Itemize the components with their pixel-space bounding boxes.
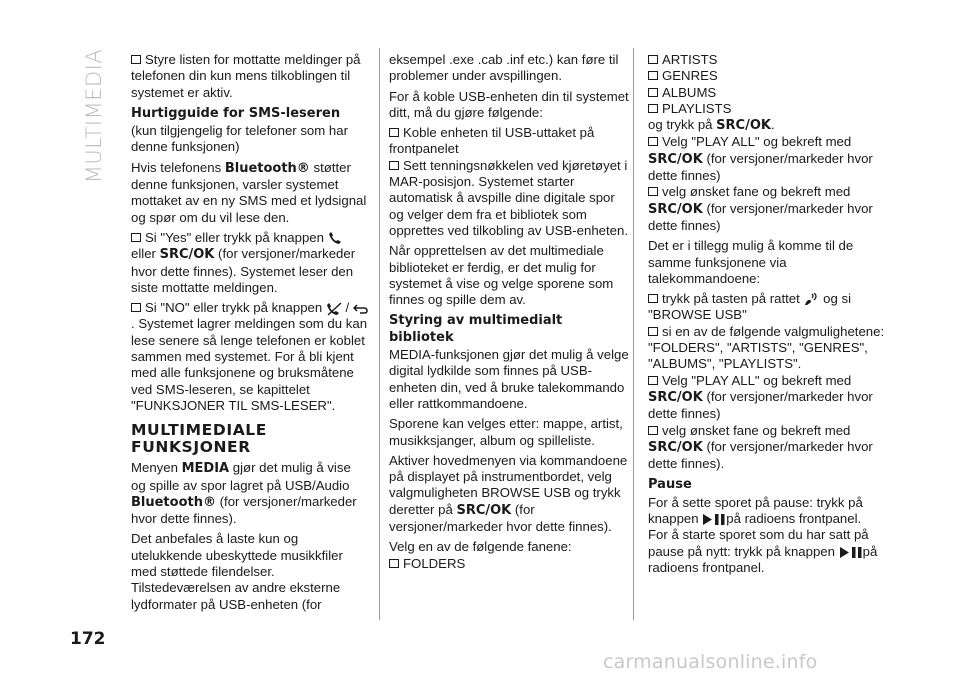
paragraph: MEDIA-funksjonen gjør det mulig å velge digital lydkilde som finnes på USB-enheten din, ved å bruke talekommando eller rattkommandoene. — [389, 347, 629, 411]
back-arrow-icon — [353, 303, 369, 315]
heading-quick-guide: Hurtigguide for SMS-leseren — [131, 105, 341, 121]
phone-hangup-icon — [326, 302, 342, 316]
checkbox-icon — [648, 88, 658, 97]
bullet: Si "NO" eller trykk på knappen / . Systemet lagrer meldingen som du kan lese senere så lenge telefonen er koblet sammen med systemet. For å bli kjent med alle funksjonene og bruksmåtene ved SMS-leseren, se kapittelet "FUNKSJONER TIL SMS-LESER". — [131, 300, 368, 413]
checkbox-icon — [648, 327, 658, 336]
checkbox-icon — [648, 55, 658, 64]
column-2 — [389, 52, 629, 572]
checkbox-icon — [389, 128, 399, 137]
footer-watermark: carmanualsonline.info — [603, 651, 818, 673]
checkbox-icon — [648, 137, 658, 146]
voice-command-icon — [803, 293, 819, 307]
paragraph: Det er i tillegg mulig å komme til de samme funksjonene via talekommandoene: — [648, 238, 854, 286]
bullet: GENRES — [648, 68, 893, 84]
paragraph: Menyen MEDIA gjør det mulig å vise og spille av spor lagret på USB/Audio Bluetooth® (for versjoner/markeder hvor dette finnes). — [131, 460, 357, 527]
bullet: Sett tenningsnøkkelen ved kjøretøyet i MAR-posisjon. Systemet starter automatisk å avspille dine digitale spor og velger dem fra et bibliotek som opprettes ved tilkobling av USB-enheten. — [389, 157, 628, 238]
bullet: trykk på tasten på rattet og si "BROWSE USB" — [648, 291, 852, 323]
bullet: velg ønsket fane og bekreft med SRC/OK (for versjoner/markeder hvor dette finnes) — [648, 184, 873, 233]
checkbox-icon — [648, 71, 658, 80]
bullet: velg ønsket fane og bekreft med SRC/OK (for versjoner/markeder hvor dette finnes). — [648, 422, 873, 472]
checkbox-icon — [648, 187, 658, 196]
bullet: Styre listen for mottatte meldinger på telefonen din kun mens tilkoblingen til systemet er aktiv. — [131, 52, 361, 100]
page-number: 172 — [70, 629, 106, 649]
heading-multimedia-functions: MULTIMEDIALE FUNKSJONER — [131, 421, 267, 457]
paragraph: For å koble USB-enheten din til systemet ditt, må du gjøre følgende: — [389, 88, 629, 120]
paragraph: (kun tilgjengelig for telefoner som har denne funksjonen) — [131, 123, 348, 155]
paragraph: For å starte sporet som du har satt på pause på nytt: trykk på knappen på radioens frontpanel. — [648, 527, 878, 575]
bullet: Velg "PLAY ALL" og bekreft med SRC/OK (for versjoner/markeder hvor dette finnes) — [648, 372, 873, 422]
phone-icon — [328, 231, 342, 245]
bullet: ARTISTS — [648, 52, 893, 68]
heading-pause: Pause — [648, 477, 692, 493]
checkbox-icon — [131, 55, 141, 64]
checkbox-icon — [648, 426, 658, 435]
bullet: PLAYLISTS — [648, 101, 893, 117]
checkbox-icon — [648, 104, 658, 113]
column-3 — [648, 52, 893, 576]
play-pause-icon — [702, 513, 726, 526]
bullet: Velg "PLAY ALL" og bekreft med SRC/OK (for versjoner/markeder hvor dette finnes) — [648, 134, 873, 184]
bullet: Si "Yes" eller trykk på knappen eller SRC/OK (for versjoner/markeder hvor dette finnes). Systemet leser den siste mottatte meldingen. — [131, 229, 356, 295]
paragraph: og trykk på SRC/OK. — [648, 117, 775, 134]
paragraph: For å sette sporet på pause: trykk på knappen på radioens frontpanel. — [648, 494, 863, 527]
paragraph: Det anbefales å laste kun og utelukkende ubeskyttede musikkfiler med støttede filendelser. Tilstedeværelsen av andre eksterne lydformater på USB-enheten (for — [131, 531, 343, 612]
column-divider — [633, 48, 634, 620]
paragraph: Velg en av de følgende fanene: — [389, 539, 572, 555]
bullet: si en av de følgende valgmulighetene: "FOLDERS", "ARTISTS", "GENRES", "ALBUMS", "PLAYLISTS". — [648, 323, 885, 372]
paragraph: Når opprettelsen av det multimediale biblioteket er ferdig, er det mulig for systemet å vise og velge sporene som finnes og spille dem av. — [389, 243, 614, 308]
paragraph: Hvis telefonens Bluetooth® støtter denne funksjonen, varsler systemet mottaket av en ny SMS med et lydsignal og spør om du vil lese den. — [131, 159, 367, 225]
column-1 — [131, 52, 369, 613]
checkbox-icon — [131, 233, 141, 242]
checkbox-icon — [648, 376, 658, 385]
bullet: FOLDERS — [389, 556, 629, 572]
paragraph: Aktiver hovedmenyen via kommandoene på displayet på instrumentbordet, velg valgmuligheten BROWSE USB og trykk deretter på SRC/OK (for versjoner/markeder hvor dette finnes). — [389, 452, 628, 535]
checkbox-icon — [648, 294, 658, 303]
side-tab-label: MULTIMEDIA — [82, 48, 106, 184]
checkbox-icon — [389, 559, 399, 568]
heading-library: Styring av multimedialt bibliotek — [389, 313, 563, 345]
checkbox-icon — [389, 161, 399, 170]
checkbox-icon — [131, 303, 141, 312]
bullet: ALBUMS — [648, 85, 893, 101]
side-tab — [82, 46, 106, 186]
paragraph: Sporene kan velges etter: mappe, artist, musikksjanger, album og spilleliste. — [389, 416, 623, 448]
play-pause-icon — [839, 546, 863, 559]
bullet: Koble enheten til USB-uttaket på frontpanelet — [389, 125, 595, 157]
paragraph: eksempel .exe .cab .inf etc.) kan føre til problemer under avspillingen. — [389, 52, 619, 84]
column-divider — [379, 48, 380, 620]
